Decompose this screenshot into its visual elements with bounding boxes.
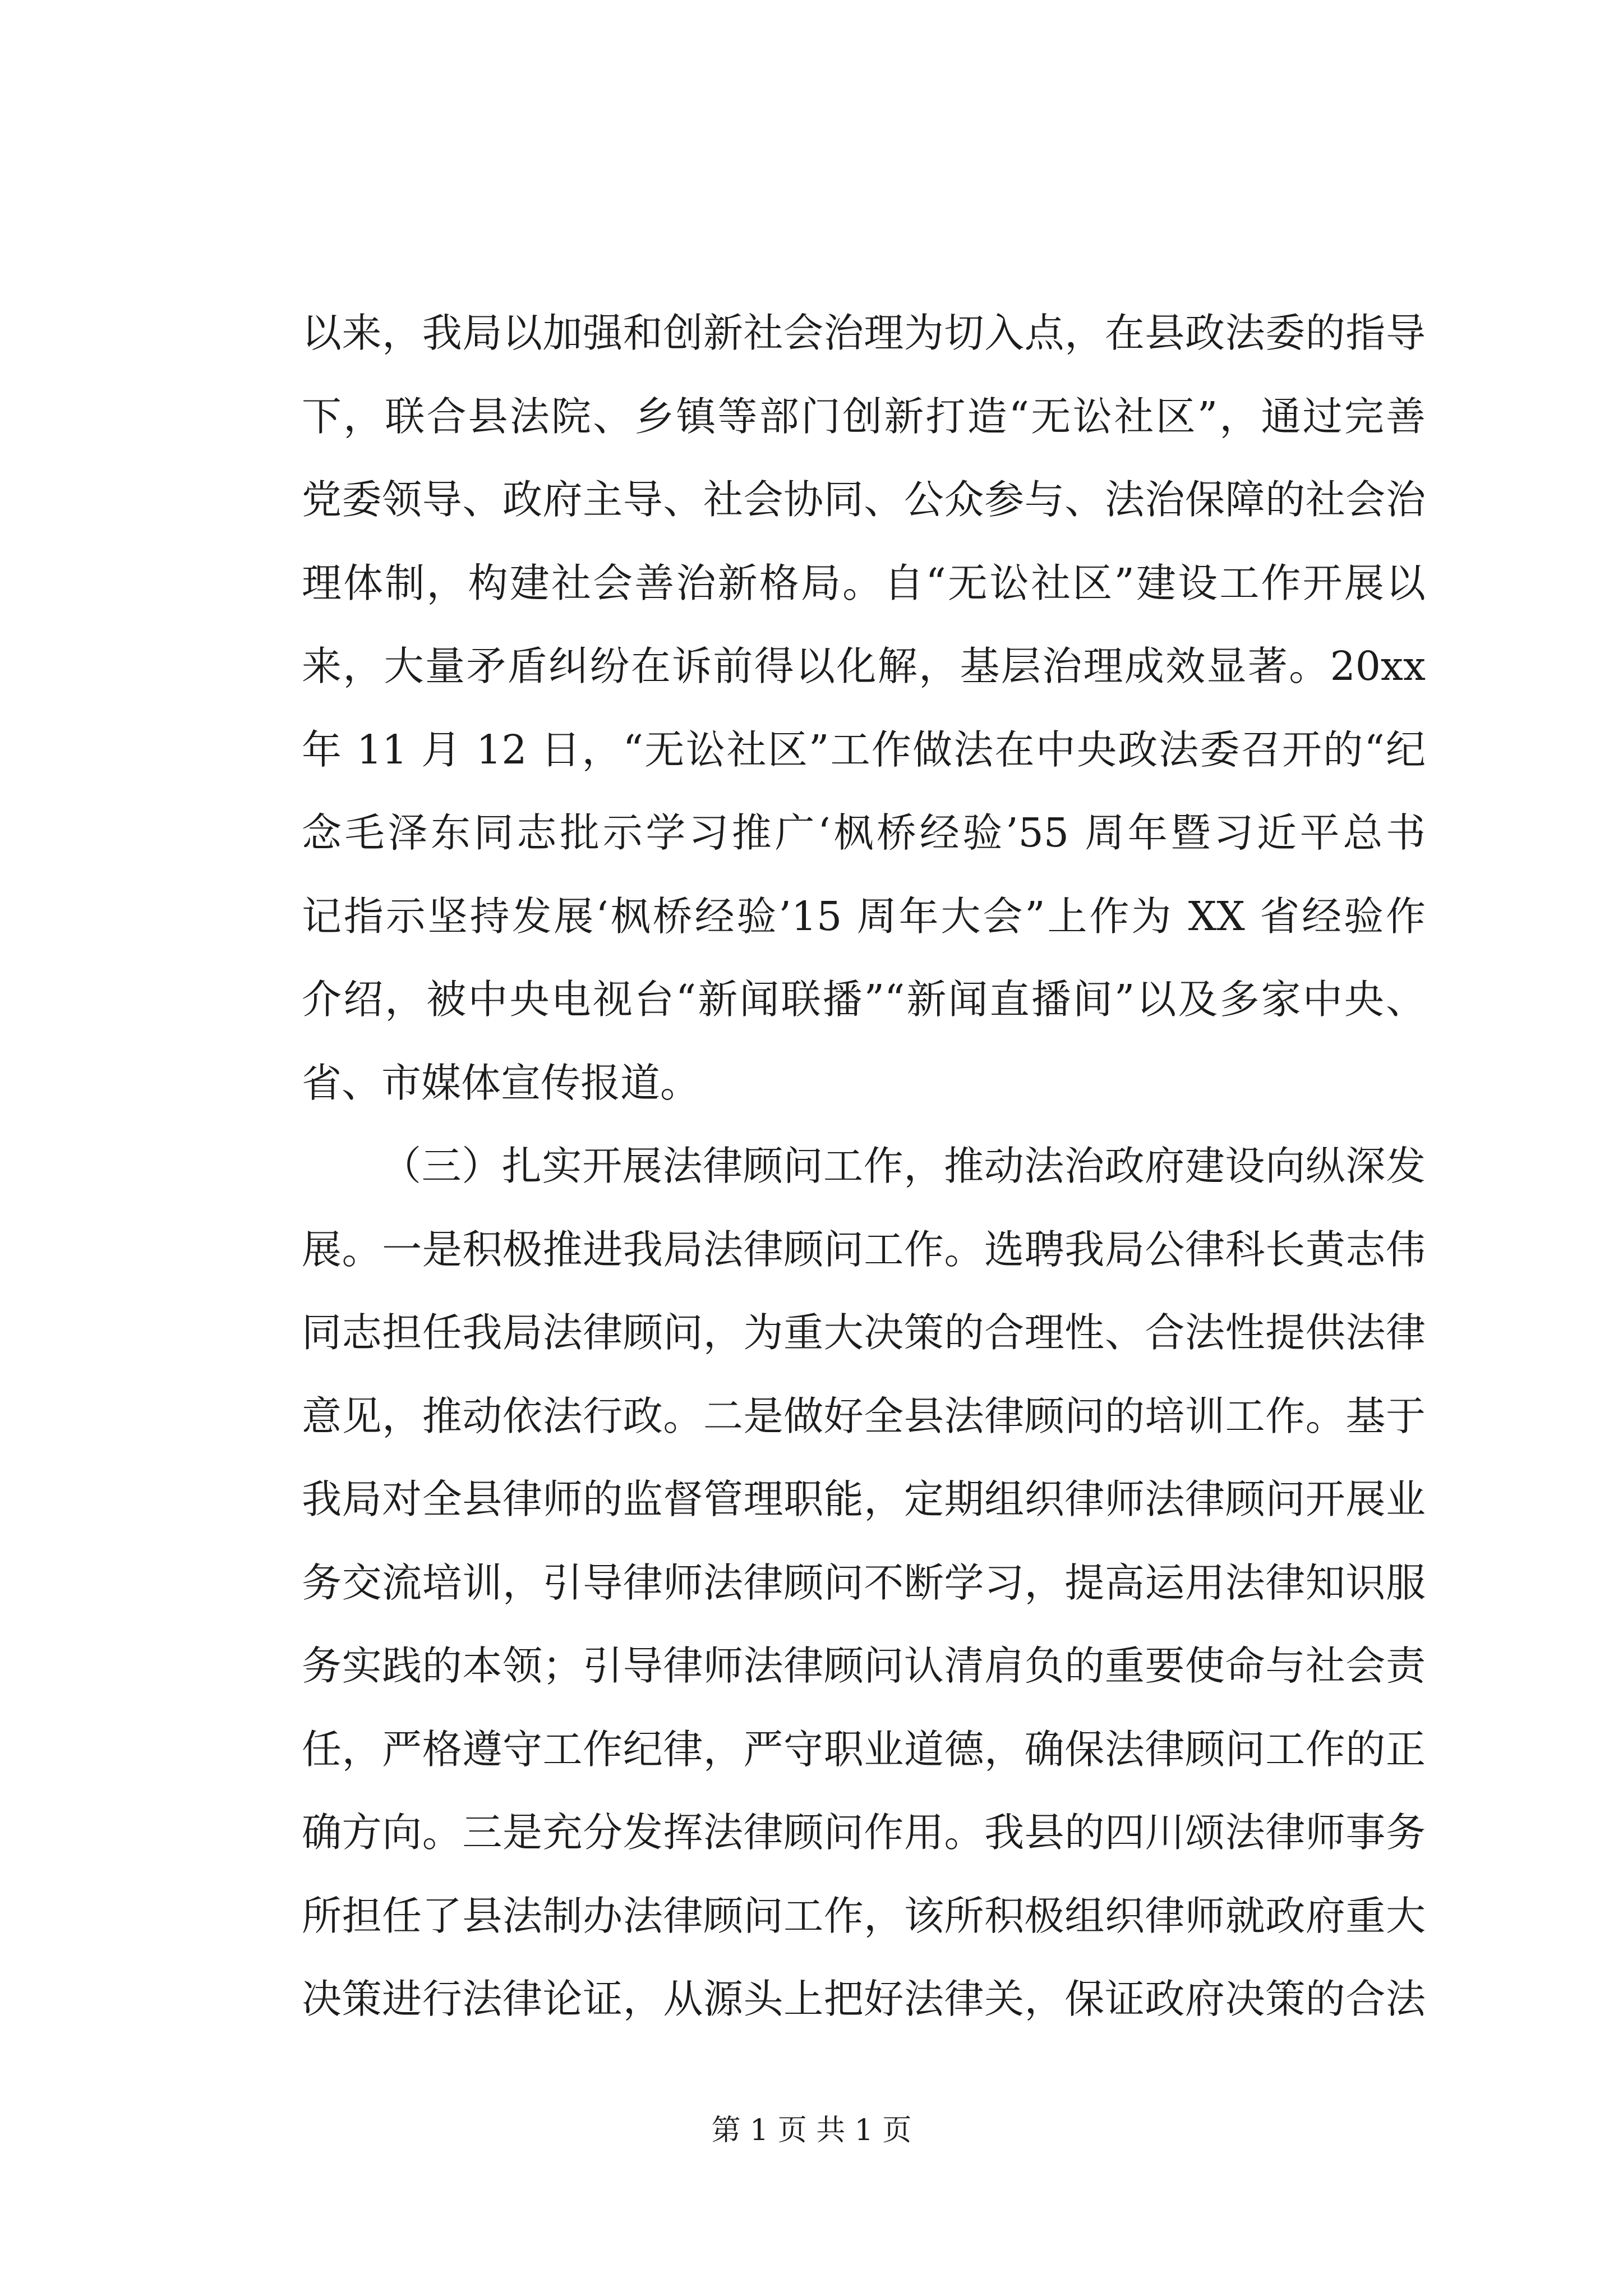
text-line: 党委领导、政府主导、社会协同、公众参与、法治保障的社会治	[302, 476, 1426, 523]
text-line: 念毛泽东同志批示学习推广‘枫桥经验’55 周年暨习近平总书	[302, 809, 1426, 856]
text-line: 记指示坚持发展‘枫桥经验’15 周年大会”上作为 XX 省经验作	[302, 892, 1426, 940]
text-line: 所担任了县法制办法律顾问工作，该所积极组织律师就政府重大	[302, 1892, 1426, 1939]
document-body	[302, 292, 1426, 2041]
text-line: 下，联合县法院、乡镇等部门创新打造“无讼社区”，通过完善	[302, 393, 1426, 440]
text-line: 介绍，被中央电视台“新闻联播”“新闻直播间”以及多家中央、	[302, 976, 1426, 1023]
text-line: 任，严格遵守工作纪律，严守职业道德，确保法律顾问工作的正	[302, 1726, 1426, 1773]
text-line: 以来，我局以加强和创新社会治理为切入点，在县政法委的指导	[302, 310, 1426, 356]
text-line: 理体制，构建社会善治新格局。自“无讼社区”建设工作开展以	[302, 559, 1426, 606]
text-line: 确方向。三是充分发挥法律顾问作用。我县的四川颂法律师事务	[302, 1809, 1426, 1856]
page-number-label: 第 1 页 共 1 页	[711, 2114, 912, 2147]
text-line: 意见，推动依法行政。二是做好全县法律顾问的培训工作。基于	[302, 1392, 1426, 1439]
text-line: 省、市媒体宣传报道。	[302, 1059, 700, 1106]
paragraph-1	[302, 292, 1426, 1125]
page-footer	[0, 2106, 1623, 2148]
text-line: 决策进行法律论证，从源头上把好法律关，保证政府决策的合法	[302, 1976, 1426, 2022]
text-line: 年 11 月 12 日，“无讼社区”工作做法在中央政法委召开的“纪	[302, 726, 1426, 773]
text-line: 我局对全县律师的监督管理职能，定期组织律师法律顾问开展业	[302, 1476, 1426, 1522]
text-line: 展。一是积极推进我局法律顾问工作。选聘我局公律科长黄志伟	[302, 1226, 1426, 1273]
text-line: 同志担任我局法律顾问，为重大决策的合理性、合法性提供法律	[302, 1309, 1426, 1356]
paragraph-2	[302, 1125, 1426, 2041]
text-line: （三）扎实开展法律顾问工作，推动法治政府建设向纵深发	[381, 1143, 1426, 1189]
text-line: 来，大量矛盾纠纷在诉前得以化解，基层治理成效显著。20xx	[302, 643, 1426, 689]
text-line: 务实践的本领；引导律师法律顾问认清肩负的重要使命与社会责	[302, 1642, 1426, 1689]
text-line: 务交流培训，引导律师法律顾问不断学习，提高运用法律知识服	[302, 1559, 1426, 1606]
